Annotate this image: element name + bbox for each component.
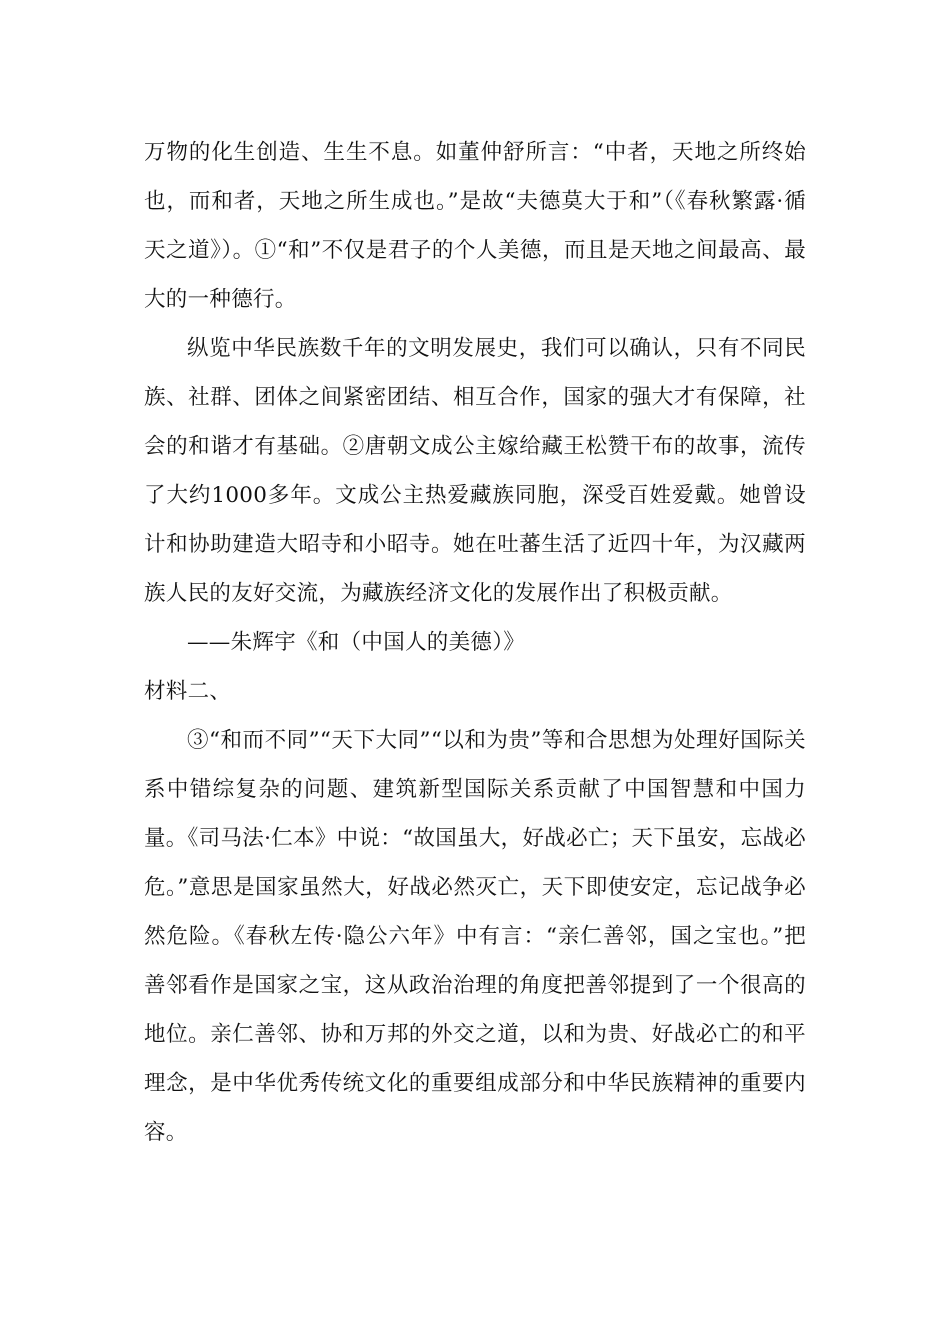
- document-page: [144, 128, 806, 1157]
- paragraph-harmony-virtue: 万物的化生创造、生生不息。如董仲舒所言：“中者，天地之所终始也，而和者，天地之所生成也。”是故“夫德莫大于和”（《春秋繁露·循天之道》）。①“和”不仅是君子的个人美德，而且是天地之间最高、最大的一种德行。: [144, 140, 806, 312]
- paragraph-ethnic-unity: 纵览中华民族数千年的文明发展史，我们可以确认，只有不同民族、社群、团体之间紧密团结、相互合作，国家的强大才有保障，社会的和谐才有基础。②唐朝文成公主嫁给藏王松赞干布的故事，流传了大约1000多年。文成公主热爱藏族同胞，深受百姓爱戴。她曾设计和协助建造大昭寺和小昭寺。她在吐蕃生活了近四十年，为汉藏两族人民的友好交流，为藏族经济文化的发展作出了积极贡献。: [144, 336, 806, 606]
- material-two-label: 材料二、: [144, 679, 232, 704]
- source-citation: ——朱辉宇《和（中国人的美德）》: [187, 630, 526, 655]
- paragraph-international-relations: ③“和而不同”“天下大同”“以和为贵”等和合思想为处理好国际关系中错综复杂的问题、建筑新型国际关系贡献了中国智慧和中国力量。《司马法·仁本》中说：“故国虽大，好战必亡；天下虽安，忘战必危。”意思是国家虽然大，好战必然灭亡，天下即使安定，忘记战争必然危险。《春秋左传·隐公六年》中有言：“亲仁善邻，国之宝也。”把善邻看作是国家之宝，这从政治治理的角度把善邻提到了一个很高的地位。亲仁善邻、协和万邦的外交之道，以和为贵、好战必亡的和平理念，是中华优秀传统文化的重要组成部分和中华民族精神的重要内容。: [144, 728, 806, 1145]
